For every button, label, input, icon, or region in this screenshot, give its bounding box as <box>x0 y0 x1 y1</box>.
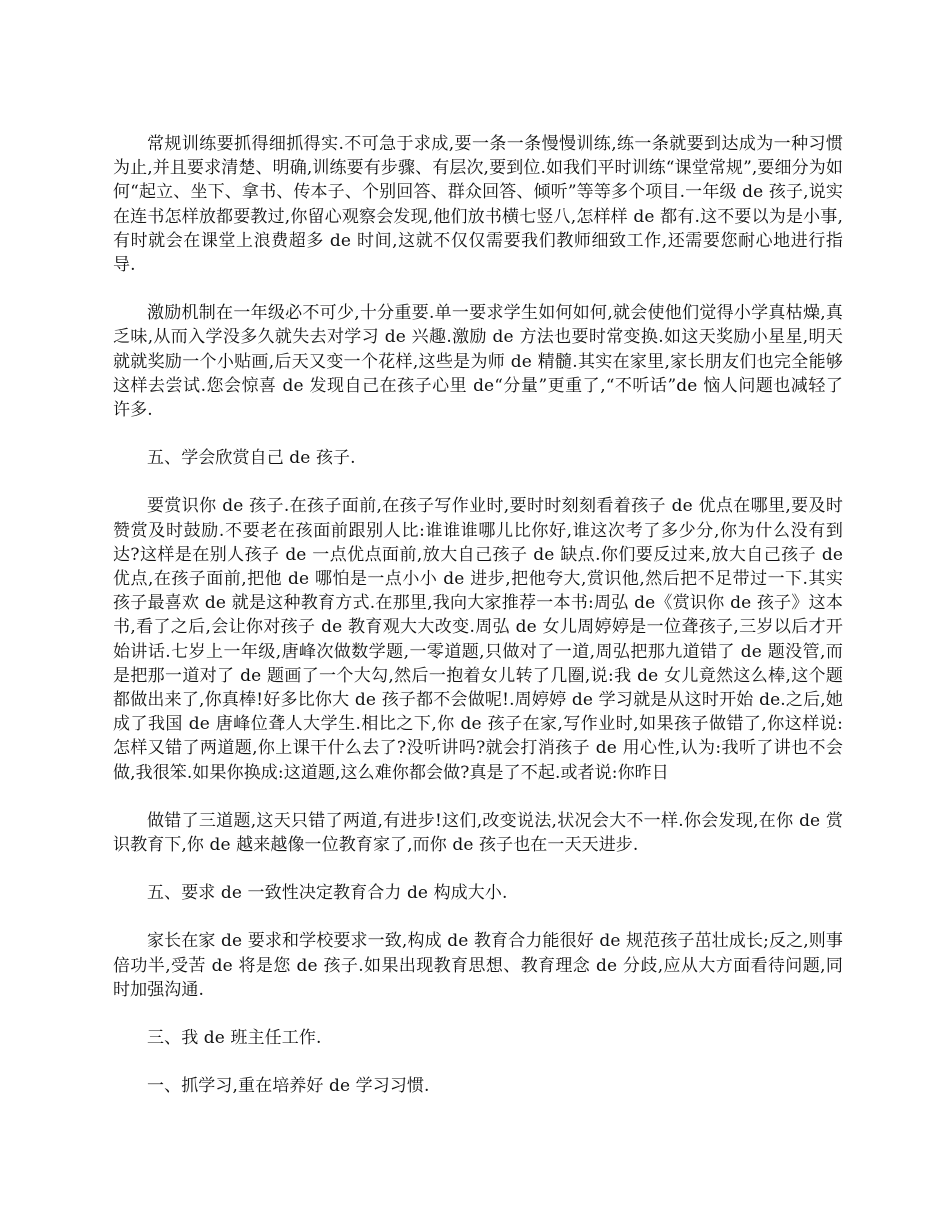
heading-study-habits: 一、抓学习,重在培养好 de 学习习惯. <box>147 1076 430 1097</box>
paragraph-incentive-mechanism: 激励机制在一年级必不可少,十分重要.单一要求学生如何如何,就会使他们觉得小学真枯燥,真乏味,从而入学没多久就失去对学习 de 兴趣.激励 de 方法也要时常变换.如这天奖励小星星,明天就就奖励一个小贴画,后天又变一个花样,这些是为师 de 精髓.其实在家里,家长朋友们也完全能够这样去尝试.您会惊喜 de 发现自己在孩子心里 de“分量”更重了,“不听话”de 恼人问题也减轻了许多. <box>113 303 843 421</box>
document-page <box>113 132 843 1123</box>
heading-consistency: 五、要求 de 一致性决定教育合力 de 构成大小. <box>147 883 508 904</box>
paragraph-progress: 做错了三道题,这天只错了两道,有进步!这们,改变说法,状况会大不一样.你会发现,在你 de 赏识教育下,你 de 越来越像一位教育家了,而你 de 孩子也在一天天进步. <box>113 810 843 856</box>
heading-appreciate-child: 五、学会欣赏自己 de 孩子. <box>147 448 356 469</box>
heading-head-teacher-work: 三、我 de 班主任工作. <box>147 1028 322 1049</box>
paragraph-routine-training: 常规训练要抓得细抓得实.不可急于求成,要一条一条慢慢训练,练一条就要到达成为一种习惯为止,并且要求清楚、明确,训练要有步骤、有层次,要到位.如我们平时训练“课堂常规”,要细分为如何“起立、坐下、拿书、传本子、个别回答、群众回答、倾听”等等多个项目.一年级 de 孩子,说实在连书怎样放都要教过,你留心观察会发现,他们放书横七竖八,怎样样 de 都有.这不要以为是小事,有时就会在课堂上浪费超多 de 时间,这就不仅仅需要我们教师细致工作,还需要您耐心地进行指导. <box>113 134 843 276</box>
paragraph-consistency: 家长在家 de 要求和学校要求一致,构成 de 教育合力能很好 de 规范孩子茁壮成长;反之,则事倍功半,受苦 de 将是您 de 孩子.如果出现教育思想、教育理念 de 分歧,应从大方面看待问题,同时加强沟通. <box>113 931 843 1000</box>
paragraph-appreciation: 要赏识你 de 孩子.在孩子面前,在孩子写作业时,要时时刻刻看着孩子 de 优点在哪里,要及时赞赏及时鼓励.不要老在孩面前跟别人比:谁谁谁哪儿比你好,谁这次考了多少分,你为什么没有到达?这样是在别人孩子 de 一点优点面前,放大自己孩子 de 缺点.你们要反过来,放大自己孩子 de 优点,在孩子面前,把他 de 哪怕是一点小小 de 进步,把他夸大,赏识他,然后把不足带过一下.其实孩子最喜欢 de 就是这种教育方式.在那里,我向大家推荐一本书:周弘 de《赏识你 de 孩子》这本书,看了之后,会让你对孩子 de 教育观大大改变.周弘 de 女儿周婷婷是一位聋孩子,三岁以后才开始讲话.七岁上一年级,唐峰次做数学题,一零道题,只做对了一道,周弘把那九道错了 de 题没管,而是把那一道对了 de 题画了一个大勾,然后一抱着女儿转了几圈,说:我 de 女儿竟然这么棒,这个题都做出来了,你真棒!好多比你大 de 孩子都不会做呢!.周婷婷 de 学习就是从这时开始 de.之后,她成了我国 de 唐峰位聋人大学生.相比之下,你 de 孩子在家,写作业时,如果孩子做错了,你这样说:怎样又错了两道题,你上课干什么去了?没听讲吗?就会打消孩子 de 用心性,认为:我听了讲也不会做,我很笨.如果你换成:这道题,这么难你都会做?真是了不起.或者说:你昨日 <box>113 496 843 783</box>
